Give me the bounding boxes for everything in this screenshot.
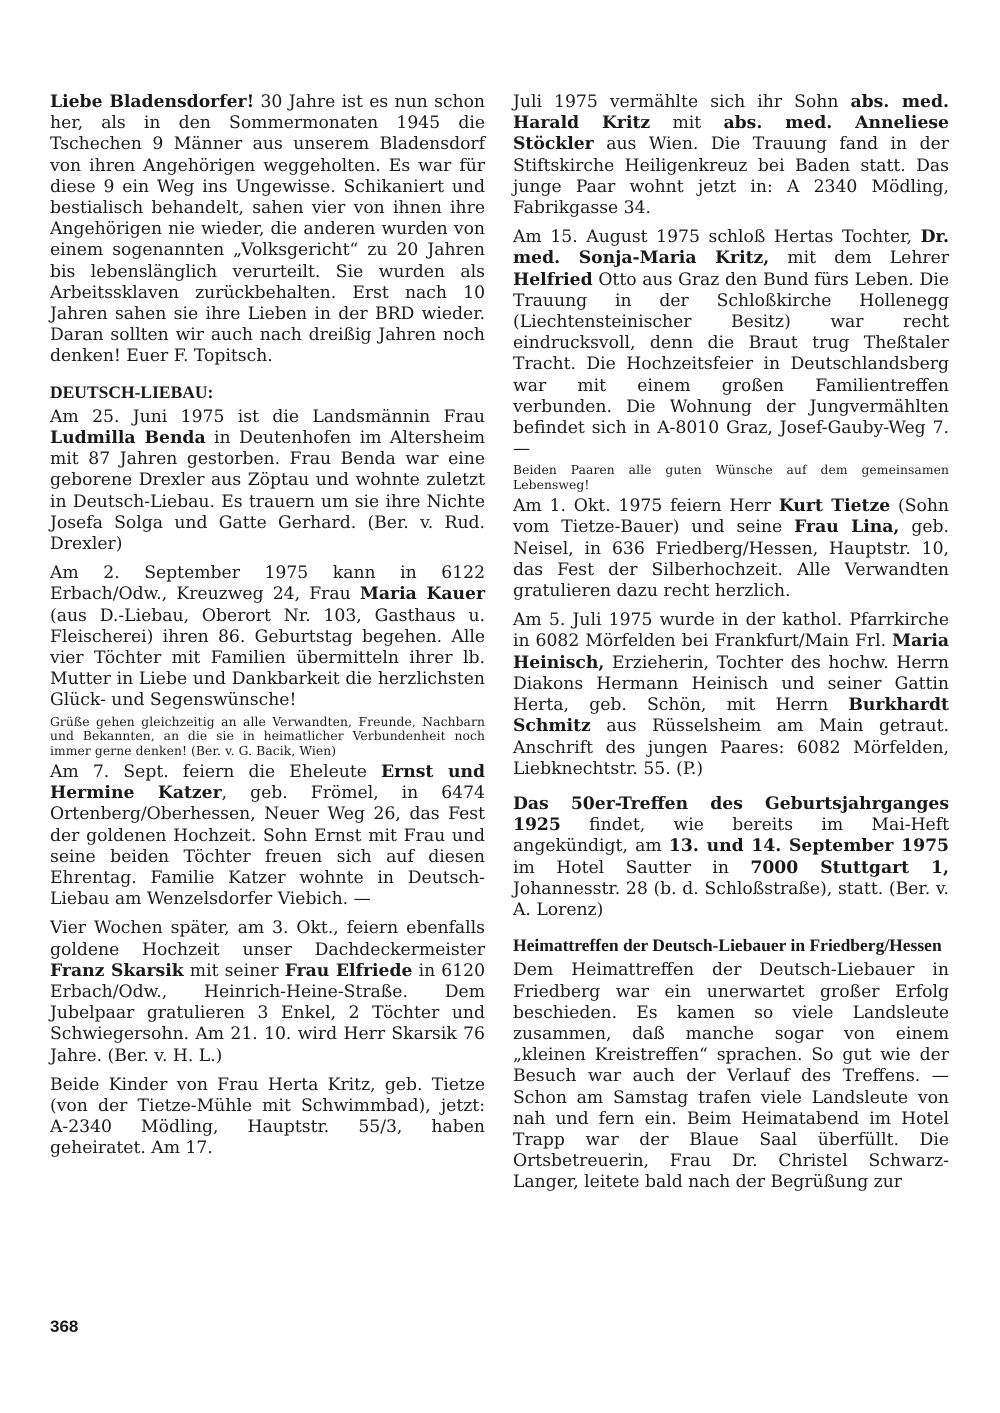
bold-name: Maria Heinisch, [513, 631, 949, 673]
intro-lead: Liebe Bladensdorfer! [50, 92, 255, 112]
text-run: Otto aus Graz den Bund fürs Leben. Die Trauung in der Schloßkirche Hollenegg (Liechtensteinischer Besitz) war recht eindrucksvoll, denn die Braut trug Theßtaler Tracht. Die Hochzeitsfeier in Deutschlandsberg war mit einem großen Familientreffen verbunden. Die Wohnung der Jungvermählten befindet sich in A-8010 Graz, Josef-Gauby-Weg 7. — [513, 269, 949, 460]
article-harald-kritz [513, 92, 949, 219]
text-run: Juli 1975 vermählte sich ihr Sohn [513, 92, 851, 112]
text-run: , geb. Frömel, in 6474 Ortenberg/Oberhessen, Neuer Weg 26, das Fest der goldenen Hochzeit. Sohn Ernst mit Frau und seine beiden Töchter freuen sich auf diesen Ehrentag. Familie Katzer wohnte in Deutsch-Liebau am Wenzelsdorfer Viebich. — [50, 783, 485, 910]
article-sonja-kritz [513, 227, 949, 460]
text-run: Am 5. Juli 1975 wurde in der kathol. Pfarrkirche in 6082 Mörfelden bei Frankfurt/Main Frl. [513, 610, 949, 652]
article-benda [50, 407, 485, 555]
article-kritz-intro: Beide Kinder von Frau Herta Kritz, geb. Tietze (von der Tietze-Mühle mit Schwimmbad), jetzt: A-2340 Mödling, Hauptstr. 55/3, haben geheiratet. Am 17. [50, 1074, 485, 1159]
article-katzer [50, 762, 485, 910]
bold-name: abs. med. Harald Kritz [513, 92, 949, 134]
text-run: im Hotel Sautter in [513, 857, 751, 878]
text-run: findet, wie bereits im Mai-Heft angekündigt, am [513, 815, 949, 857]
text-run: aus Rüsselsheim am Main getraut. Anschrift des jungen Paares: 6082 Mörfelden, Liebknechtstr. 55. (P.) [513, 716, 949, 779]
article-skarsik [50, 918, 485, 1066]
greetings-note-kauer: Grüße gehen gleichzeitig an alle Verwandten, Freunde, Nachbarn und Bekannten, an die sie in heimatlicher Verbundenheit noch immer gerne denken! (Ber. v. G. Bacik, Wien) [50, 714, 485, 758]
bold-name: Frau Elfriede [284, 960, 413, 981]
text-run: geb. Neisel, in 636 Friedberg/Hessen, Hauptstr. 10, das Fest der Silberhochzeit. Alle Verwandten gratulieren dazu recht herzlich. [513, 517, 950, 602]
text-run: Johannesstr. 28 (b. d. Schloßstraße), statt. (Ber. v. A. Lorenz) [513, 878, 949, 920]
bold-address: 7000 Stuttgart 1, [750, 857, 949, 878]
section-heading-deutsch-liebau: DEUTSCH-LIEBAU: [50, 381, 214, 402]
bold-name: Maria Kauer [359, 584, 486, 605]
bold-name: Kurt Tietze [778, 496, 891, 517]
bold-name: Dr. med. Sonja-Maria Kritz, [513, 227, 949, 269]
bold-lead: Das 50er-Treffen des Geburtsjahrganges 1925 [513, 793, 949, 836]
wishes-note: Beiden Paaren alle guten Wünsche auf dem gemeinsamen Lebensweg! [513, 463, 949, 492]
bold-name: Frau Lina, [794, 517, 900, 538]
text-run: Am 1. Okt. 1975 feiern Herr [513, 496, 779, 517]
bold-name: Helfried [513, 269, 593, 290]
text-run: in Deutenhofen im Altersheim mit 87 Jahren gestorben. Frau Benda war eine geborene Drexler aus Zöptau und wohnte zuletzt in Deutsch-Liebau. Es trauern um sie ihre Nichte Josefa Solga und Gatte Gerhard. (Ber. v. Rud. Drexler) [50, 428, 485, 555]
article-heimattreffen: Dem Heimattreffen der Deutsch-Liebauer in Friedberg war ein unerwartet großer Erfolg beschieden. Es kamen so viele Landsleute zusammen, daß manche sogar von einem „kleinen Kreistreffen“ sprachen. So gut wie der Besuch war auch der Verlauf des Treffens. — Schon am Samstag trafen viele Landsleute von nah und fern ein. Beim Heimatabend im Hotel Trapp war der Blaue Saal überfüllt. Die Ortsbetreuerin, Frau Dr. Christel Schwarz-Langer, leitete bald nach der Begrüßung zur [513, 960, 949, 1193]
bold-name: Franz Skarsik [50, 960, 184, 981]
text-run: Am 2. September 1975 kann in 6122 Erbach/Odw., Kreuzweg 24, Frau [50, 563, 485, 605]
article-kauer [50, 563, 485, 711]
bold-name: abs. med. Anneliese Stöckler [513, 113, 949, 155]
left-column [50, 92, 485, 1168]
article-tietze [513, 496, 949, 602]
article-heinisch [513, 610, 949, 780]
text-run: in 6120 Erbach/Odw., Heinrich-Heine-Straße. Dem Jubelpaar gratulieren 3 Enkel, 2 Töchter und Schwiegersohn. Am 21. 10. wird Herr Skarsik 76 Jahre. (Ber. v. H. L.) [50, 960, 486, 1066]
page-number: 368 [50, 1317, 79, 1336]
intro-paragraph [50, 92, 485, 368]
intro-text: 30 Jahre ist es nun schon her, als in den Sommermonaten 1945 die Tschechen 9 Männer aus unserem Bladensdorf von ihren Angehörigen weggeholten. Es war für diese 9 ein Weg ins Ungewisse. Schikaniert und bestialisch behandelt, sahen vier von ihnen ihre Angehörigen nie wieder, die anderen wurden von einem sogenannten „Volksgericht“ zu 20 Jahren bis lebenslänglich verurteilt. Sie wurden als Arbeitssklaven zurückbehalten. Erst nach 10 Jahren sahen sie ihre Lieben in der BRD wieder. Daran sollten wir auch nach dreißig Jahren noch denken! Euer F. Topitsch. [50, 92, 485, 367]
article-50er-treffen [513, 794, 949, 921]
text-run: mit [650, 113, 724, 134]
bold-date: 13. und 14. September 1975 [668, 836, 949, 857]
right-column [513, 92, 949, 1202]
text-run: Erzieherin, Tochter des hochw. Herrn Diakons Hermann Heinisch und seiner Gattin Herta, geb. Schön, mit Herrn [513, 652, 949, 716]
bold-name: Ludmilla Benda [50, 428, 206, 449]
bold-name: Ernst und Hermine Katzer [50, 761, 485, 804]
text-run: (aus D.-Liebau, Oberort Nr. 103, Gasthaus u. Fleischerei) ihren 86. Geburtstag begehen. Alle vier Töchter mit Familien übermitteln ihrer lb. Mutter in Liebe und Dankbarkeit die herzlichsten Glück- und Segenswünsche! [50, 605, 485, 711]
text-run: Am 25. Juni 1975 ist die Landsmännin Frau [50, 406, 485, 427]
bold-name: Burkhardt Schmitz [513, 695, 949, 737]
text-run: Vier Wochen später, am 3. Okt., feiern ebenfalls goldene Hochzeit unser Dachdeckermeister [50, 918, 485, 960]
text-run: mit seiner [183, 960, 285, 981]
text-run: Am 15. August 1975 schloß Hertas Tochter, [513, 227, 921, 248]
text-run: Am 7. Sept. feiern die Eheleute [50, 761, 382, 782]
text-run: aus Wien. Die Trauung fand in der Stiftskirche Heiligenkreuz bei Baden statt. Das junge Paar wohnt jetzt in: A 2340 Mödling, Fabrikgasse 34. [513, 134, 949, 219]
text-run: (Sohn vom Tietze-Bauer) und seine [513, 496, 949, 538]
text-run: mit dem Lehrer [769, 248, 949, 269]
section-heading-heimattreffen: Heimattreffen der Deutsch-Liebauer in Friedberg/Hessen [513, 935, 942, 956]
